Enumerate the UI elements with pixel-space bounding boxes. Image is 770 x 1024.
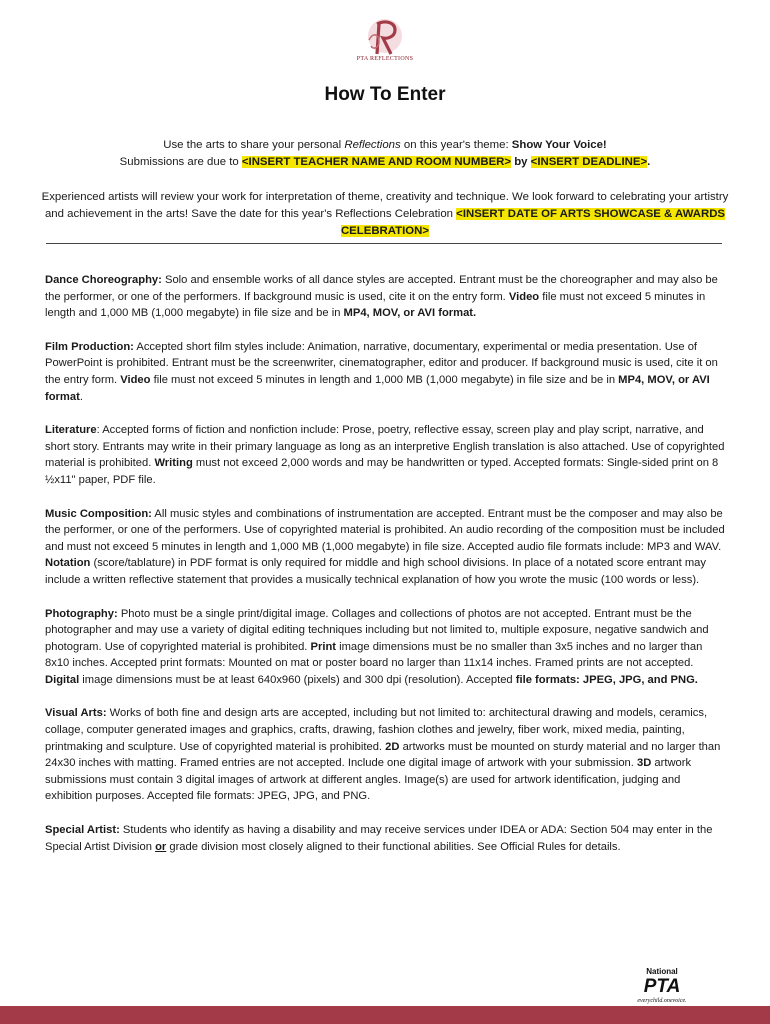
page-title: How To Enter [324,84,446,105]
logo-caption: PTA REFLECTIONS [356,56,414,62]
pta-logo-tagline: everychild.onevoice. [637,998,687,1004]
section-dance: Dance Choreography: Solo and ensemble works of all dance styles are accepted. Entrant must be the choreographer and may also be the performer, or one of the performers. If background music is used, cite it on the entry form. Video file must not exceed 5 minutes in length and 1,000 MB (1,000 megabyte) in file size and be in MP4, MOV, or AVI format. [45,274,718,320]
section-label: Film Production: [45,340,134,353]
section-label: Literature [45,424,97,437]
divider [46,243,722,244]
teacher-room-placeholder: <INSERT TEACHER NAME AND ROOM NUMBER> [241,156,512,168]
section-film: Film Production: Accepted short film styles include: Animation, narrative, documentary, experimental or media presentation. Use of PowerPoint is prohibited. Entrant must be the screenwriter, cinematographer, editor and producer. If background music is used, cite it on the entry form. Video file must not exceed 5 minutes in length and 1,000 MB (1,000 megabyte) in file size and be in MP4, MOV, or AVI format. [45,340,718,403]
section-visual-arts: Visual Arts: Works of both fine and design arts are accepted, including but not limited to: architectural drawing and models, ceramics, collage, computer generated images and graphics, crafts, drawing, fashion clothes and jewelry, fiber work, mixed media, painting, printmaking and sculpture. Use of copyrighted material is prohibited. 2D artworks must be mounted on sturdy material and no larger than 24x30 inches with matting. Framed entries are not accepted. Include one digital image of artwork with your submission. 3D artwork submissions must contain 3 digital images of artwork at different angles. Image(s) are used for artwork identification, judging and exhibition purposes. Accepted file formats: JPEG, JPG, and PNG. [45,707,721,803]
pta-logo-line2: PTA [643,976,681,997]
intro-line-2: Submissions are due to <INSERT TEACHER NAME AND ROOM NUMBER> by <INSERT DEADLINE>. [119,156,651,168]
section-label: Special Artist: [45,824,120,837]
section-photography: Photography: Photo must be a single print/digital image. Collages and collections of photos are not accepted. Entrant must be the photographer and may use a variety of digital editing techniques including but not limited to, multiple exposure, negative sandwich and photogram. Use of copyrighted material is prohibited. Print image dimensions must be no smaller than 3x5 inches and no larger than 8x10 inches. Accepted print formats: Mounted on mat or poster board no larger than 11x14 inches. Framed prints are not accepted. Digital image dimensions must be at least 640x960 (pixels) and 300 dpi (resolution). Accepted file formats: JPEG, JPG, and PNG. [45,607,709,686]
section-label: Visual Arts: [45,707,107,720]
section-special-artist: Special Artist: Students who identify as having a disability and may receive services under IDEA or ADA: Section 504 may enter in the Special Artist Division or grade division most closely aligned to their functional abilities. See Official Rules for details. [45,824,713,853]
section-label: Music Composition: [45,507,152,520]
showcase-date-placeholder: <INSERT DATE OF ARTS SHOWCASE & AWARDS CELEBRATION> [340,208,726,237]
category-list [45,272,729,872]
pta-logo-line1: National [646,967,678,976]
section-label: Dance Choreography: [45,274,162,286]
deadline-placeholder: <INSERT DEADLINE> [530,156,648,168]
footer-bar [0,1006,770,1024]
section-label: Photography: [45,607,118,620]
section-music: Music Composition: All music styles and combinations of instrumentation are accepted. Entrant must be the composer and may also be the performer, or one of the performers. Use of copyrighted material is prohibited. An audio recording of the composition must be included and must not exceed 5 minutes in length and 1,000 MB (1,000 megabyte) in file size. Accepted audio file formats include: MP3 and WAV. Notation (score/tablature) in PDF format is only required for middle and high school divisions. In place of a notated score entrant may include a written reflective statement that provides a musically technical explanation of how you wrote the music (100 words or less). [45,507,725,586]
national-pta-logo [624,965,700,1005]
section-literature: Literature: Accepted forms of fiction and nonfiction include: Prose, poetry, reflective essay, screen play and play script, narrative, and short story. Entrants may write in their primary language as long as an interpretive English translation is also attached. Use of copyrighted material is prohibited. Writing must not exceed 2,000 words and may be handwritten or typed. Accepted formats: Single-sided print on 8 ½x11" paper, PDF file. [45,424,725,486]
intro-line-1: Use the arts to share your personal Reflections on this year's theme: Show Your Voice! [163,139,607,151]
intro-paragraph: Experienced artists will review your work for interpretation of theme, creativity and technique. We look forward to celebrating your artistry and achievement in the arts! Save the date for this year's Reflections Celebration <INSERT DATE OF ARTS SHOWCASE & AWARDS CELEBRATION> [41,191,729,237]
